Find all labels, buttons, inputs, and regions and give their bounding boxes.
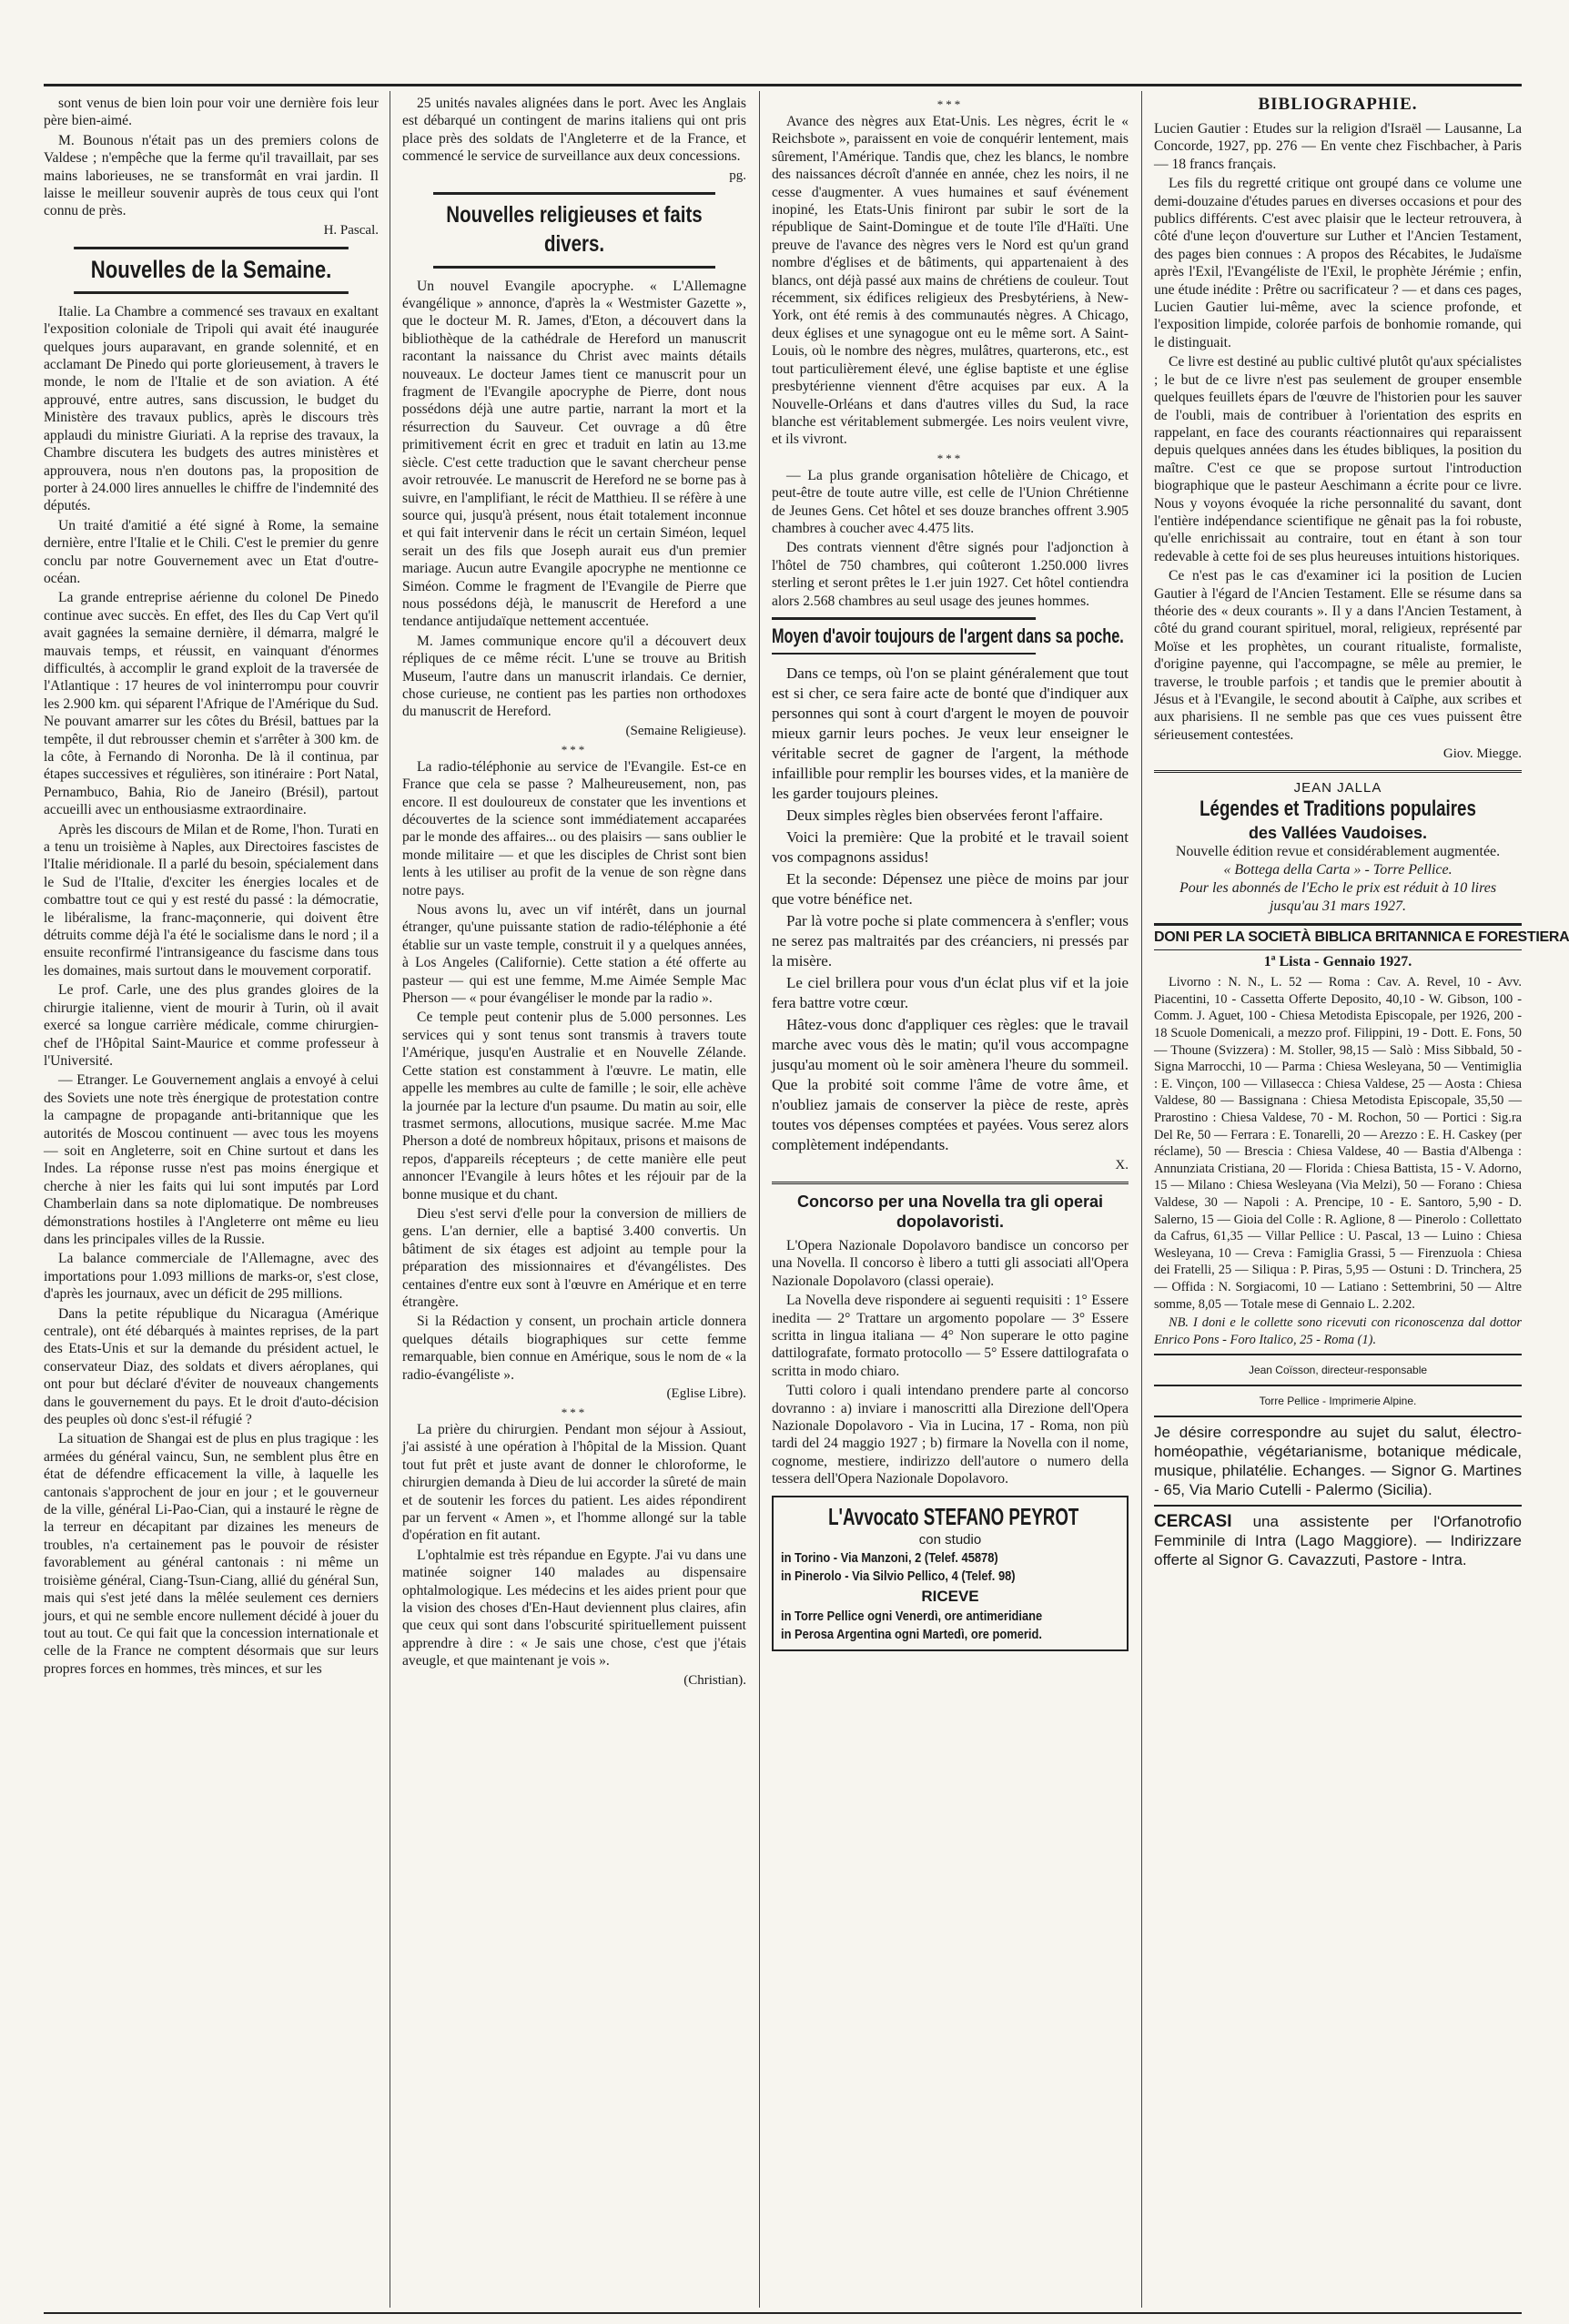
column-3 xyxy=(772,95,1129,2302)
separator-stars: *** xyxy=(936,97,964,111)
column-divider xyxy=(759,91,760,2308)
paragraph: — Etranger. Le Gouvernement anglais a envoyé à celui des Soviets une note très énergique de protestation contre la campagne de propagande anti-britannique que les autorités de Moscou continuent — avec tous les moyens — soit en Angleterre, soit en Chine surtout et dans les Indes. La réponse russe n'est pas moins énergique et cherche à nier les faits qui lui sont imputés par Lord Chamberlain dans sa note diplomatique. De nombreuses démonstrations hostiles à l'Angleterre ont même eu lieu dans les principales villes de la Russie. xyxy=(44,1072,379,1247)
paragraph: Ce n'est pas le cas d'examiner ici la position de Lucien Gautier à l'égard de l'Ancien Testament. Elle se résume dans sa théorie des « deux courants ». Il y a dans l'Ancien Testament, à côté du grand courant spirituel, moral, religieux, représenté par Moïse et les prophètes, un courant ritualiste, formaliste, d'origine payenne, qui l'accompagne, se mêle au premier, le traverse, le trouble parfois ; et tandis que le premier aboutit à Jésus et à l'Evangile, le second aboutit à Caïphe, aux scribes et aux pharisiens. Il ne semble pas que ces vues puissent être sérieusement contestées. xyxy=(1154,568,1522,743)
paragraph: Dieu s'est servi d'elle pour la conversion de milliers de gens. L'an dernier, elle a baptisé 3.400 convertis. Un bâtiment de six étages est adjoint au temple pour la préparation des missionnaires et d'évangélistes. Des centaines d'entre eux sont à l'œuvre en Amérique et en terre étrangère. xyxy=(402,1205,746,1310)
advert-cercasi xyxy=(1154,1512,1522,1569)
paragraph: Tutti coloro i quali intendano prendere parte al concorso dovranno : a) inviare i manoscritti alla Direzione dell'Opera Nazionale Dopolavoro - Via in Lucina, 17 - Roma, non più tardi del 24 maggio 1927 ; b) firmare la Novella con il nome, cognome, mestiere, indirizzo dell'autore o numero della tessera dell'Opera Nazionale Dopolavoro. xyxy=(772,1383,1129,1487)
separator-stars: *** xyxy=(561,742,588,756)
paragraph: — La plus grande organisation hôtelière de Chicago, et peut-être de toute autre ville, est celle de l'Union Chrétienne de Jeunes Gens. Cet hôtel et ses douze branches offrent 3.905 chambres à coucher avec 4.475 lits. xyxy=(772,467,1129,536)
advert-line: in Pinerolo - Via Silvio Pellico, 4 (Telef. 98) xyxy=(781,1568,1016,1584)
column-divider xyxy=(1141,91,1142,2308)
paragraph: Livorno : N. N., L. 52 — Roma : Cav. A. Revel, 10 - Avv. Piacentini, 10 - Cassetta Offerte Deposito, 40,10 - W. Gibson, 100 - Comm. J. Aguet, 100 - Chiesa Metodista Episcopale, per 1926, 200 - 18 Scuole Domenicali, a mezzo prof. Filippini, 19 - Dott. E. Fons, 50 — Thoune (Svizzera) : M. Stoller, 98,15 — Salò : Miss Sibbald, 50 - Signa Marrocchi, 10 — Parma : Chiesa Wesleyana, 50 — Ventimiglia : E. Vinçon, 100 — Villasecca : Chiesa Valdese, 25 — Aosta : Chiesa Valdese, 80 — Bassignana : Chiesa Metodista Episcopale, 35,50 — Prarostino : Chiesa Valdese, 70 - M. Rochon, 50 — Portici : Sig.ra Del Re, 50 — Ferrara : E. Tonarelli, 20 — Arezzo : E. H. Caskey (per réclame), 50 — Brescia : Chiesa Valdese, 40 — Bastia d'Albenga : Annunziata Cristiana, 20 — Florida : Chiesa Battista, 15 - V. Adorno, 15 — Milano : Chiesa Wesleyana (Via Melzi), 50 — Forano : Chiesa Valdese, 30 — Napoli : A. Prencipe, 10 - E. Santoro, 5,90 - D. Salerno, 15 — Gioia del Colle : R. Aglione, 8 — Pinerolo : Collettato da Cafrus, 61,35 — Villar Pellice : U. Pascal, 13 — Luino : Chiesa Wesleyana, 10 — Creva : Famiglia Grassi, 5 — Firenzuola : Chiesa dei Fratelli, 25 — Siliqua : P. Piras, 5,95 — Ostuni : D. Trinchera, 25 — Offida : N. Sorgiacomi, 10 — Latiano : Settembrini, 50 — Altre somme, 8,05 — Totale mese di Gennaio L. 2.202. xyxy=(1154,975,1522,1312)
paragraph: La grande entreprise aérienne du colonel De Pinedo continue avec succès. En effet, des Iles du Cap Vert qu'il avait gagnées la semaine dernière, il démarra, malgré le mauvais temps, et réussit, en vainquant d'énormes difficultés, à accomplir le grand exploit de la traversée de l'Atlantique : 17 heures de vol ininterrompu pour couvrir les 2.900 km. qui séparent l'Afrique de l'Amérique du Sud. Ne pouvant amarrer sur les côtes du Brésil, battues par la tempête, il dut rebrousser chemin et s'arrêter à 300 km. de la côte, à Fernando di Noronha. De là il continua, par étapes successives et régulières, son itinéraire : Port Natal, Pernambuco, Bahia, Rio de Janeiro (Brésil), partout accueilli avec un enthousiasme extraordinaire. xyxy=(44,590,379,818)
paragraph: L'Opera Nazionale Dopolavoro bandisce un concorso per una Novella. Il concorso è libero a tutti gli associati all'Opera Nazionale Dopolavoro (classi operaie). xyxy=(772,1237,1129,1289)
source-credit: (Semaine Religieuse). xyxy=(625,723,746,738)
paragraph: Hâtez-vous donc d'appliquer ces règles: que le travail marche avec vous dès le matin; qu'il vous accompagne jusqu'au moment où le soir amènera l'heure du sommeil. Que la probité soit comme l'âme de votre âme, et n'oubliez jamais de conserver la pièce de reste, après toutes vos dépenses comptées et payées. Vous serez alors complètement indépendants. xyxy=(772,1015,1129,1153)
paragraph: sont venus de bien loin pour voir une dernière fois leur père bien-aimé. xyxy=(44,96,379,129)
paragraph: Ce temple peut contenir plus de 5.000 personnes. Les services qui y sont tenus sont transmis à travers toute l'Amérique, jusqu'en Australie et en Nouvelle Zélande. Cette station est constamment à l'œuvre. Le matin, elle appelle les membres au culte de famille ; le soir, elle achève la journée par la lecture d'un psaume. Du matin au soir, elle trasmet sermons, allocutions, musique sacrée. M.me Mac Pherson a doté de nombreux hôpitaux, prisons et maisons de repos, d'appareils récepteurs ; de cette manière elle peut annoncer l'Evangile à leurs hôtes et les réjouir par de la bonne musique et du chant. xyxy=(402,1010,746,1203)
advert-line: « Bottega della Carta » - Torre Pellice. xyxy=(1223,862,1453,878)
divider xyxy=(1154,1416,1522,1417)
imprint-director: Jean Coïsson, directeur-responsable xyxy=(1248,1364,1428,1377)
paragraph: La Novella deve rispondere ai seguenti requisiti : 1° Essere inedita — 2° Trattare un argomento popolare — 3° Essere scritta in lingua italiana — 4° Non superare le otto pagine dattilografate, formato protocollo — 5° Essere dattilografata o scritta in modo chiaro. xyxy=(772,1293,1129,1379)
paragraph: La situation de Shangai est de plus en plus tragique : les armées du général vaincu, Sun, ne semblent plus être en état de défendre efficacement la ville, à laquelle les cantonais s'approchent de jour en jour ; et le gouverneur de la ville, général Li-Pao-Cian, qui a instauré le règne de la terreur en décapitant par dizaines les meneurs de troubles, n'a certainement pas le pouvoir de résister favorablement au général cantonais : ni même un troisième général, Ciang-Tsun-Ciang, allié du général Sun, mais qui s'est jeté dans la mêlée seulement ces derniers jours, et qui ne semble encore nullement décidé à jouer du tout au tout. Ce qui fait que la concession internationale et celle de la France ne comptent désormais que sur leurs propres forces en hommes, très minces, et sur les xyxy=(44,1431,379,1677)
column-4 xyxy=(1154,95,1569,2302)
paragraph: M. Bounous n'était pas un des premiers colons de Valdese ; n'empêche que la ferme qu'il travaillait, par ses mains laborieuses, ne se transformât en vrai jardin. Il laisse le meilleur souvenir auprès de tous ceux qui l'ont connu de près. xyxy=(44,132,379,219)
advert-riceve: RICEVE xyxy=(921,1587,979,1605)
paragraph: Un traité d'amitié a été signé à Rome, la semaine dernière, entre l'Italie et le Chili. C'est le premier du genre conclu par notre Gouvernement avec un Etat d'outre-océan. xyxy=(44,517,379,586)
heading-doni: DONI PER LA SOCIETÀ BIBLICA BRITANNICA E FORESTIERA xyxy=(1154,923,1522,950)
advert-keyword: CERCASI xyxy=(1154,1512,1232,1532)
advert-jalla xyxy=(1154,780,1522,916)
advert-line: in Torino - Via Manzoni, 2 (Telef. 45878) xyxy=(781,1549,998,1566)
separator-stars: *** xyxy=(561,1406,588,1419)
paragraph: Italie. La Chambre a commencé ses travaux en exaltant l'exposition coloniale de Tripoli qui avait été inaugurée quelques jours auparavant, en grande solennité, et en acclamant De Pinedo qui porte glorieusement, à travers le monde, le nom de l'Italie et de son aviation. A été approuvé, entre autres, sans discussion, le budget du Ministère des travaux publics, après le discours très applaudi du ministre Giuriati. A la reprise des travaux, la Chambre discutera les budgets des autres ministères et approuvera, nous n'en doutons pas, la proposition de porter à 24.000 lires annuelles le chiffre de l'indemnité des députés. xyxy=(44,303,379,514)
paragraph: Le prof. Carle, une des plus grandes gloires de la chirurgie italienne, vient de mourir à Turin, où il avait exercé sa longue carrière médicale, comme chirurgien-chef de l'Hôpital Saint-Maurice et comme professeur à l'Université. xyxy=(44,982,379,1069)
paragraph: La radio-téléphonie au service de l'Evangile. Est-ce en France que cela se passe ? Malheureusement, non, pas encore. Il est douloureux de constater que les inventions et découvertes de la science sont immédiatement accaparées par le monde des affaires... ou des plaisirs — sans oublier le monde militaire — et que les disciples de Christ sont bien lents à les utiliser au profit de la venue de son règne dans notre pays. xyxy=(402,758,746,898)
source-credit: (Eglise Libre). xyxy=(666,1386,746,1401)
signature: X. xyxy=(1115,1157,1129,1172)
doni-list xyxy=(1154,974,1522,1348)
divider xyxy=(1154,1354,1522,1355)
paragraph: Si la Rédaction y consent, un prochain article donnera quelques détails biographiques sur cette femme remarquable, bien connue en Amérique, sous le nom de « la radio-évangéliste ». xyxy=(402,1314,746,1383)
signature: Giov. Miegge. xyxy=(1442,746,1522,762)
heading-bibliographie: BIBLIOGRAPHIE. xyxy=(1258,95,1418,114)
advert-line: in Torre Pellice ogni Venerdì, ore antimeridiane xyxy=(781,1608,1043,1624)
advert-text: una assistente per l'Orfanotrofio Femminile di Intra (Lago Maggiore). — Indirizzare offerte al Signor G. Cavazzuti, Pastore - Intra. xyxy=(1154,1513,1522,1569)
advert-line: in Perosa Argentina ogni Martedì, ore pomerid. xyxy=(781,1626,1042,1642)
advert-line: Nouvelle édition revue et considérablement augmentée. xyxy=(1175,844,1501,860)
paragraph: Voici la première: Que la probité et le travail soient vos compagnons assidus! xyxy=(772,827,1129,866)
paragraph: Un nouvel Evangile apocryphe. « L'Allemagne évangélique » annonce, d'après la « Westmister Gazette », que le docteur M. R. James, d'Eton, a découvert dans la bibliothèque de la cathédrale de Hereford un manuscrit racontant la naissance du Christ avec maints détails nouveaux. Le docteur James tient ce manuscrit pour un fragment de l'Evangile apocryphe de Pierre, dont nous possédons déjà une autre partie, narrant la mort et la résurrection du Sauveur. Cet ouvrage a dû être primitivement écrit en grec et traduit en latin au 13.me siècle. C'est cette traduction que le savant chercheur pense avoir retrouvée. Le manuscrit de Hereford ne se borne pas à suivre, en l'amplifiant, le récit de Matthieu. Il se réfère à une source qui, jusqu'à présent, nous était totalement inconnue et qui fait intervenir dans le récit un certain Siméon, lequel serait un des fils que Joseph aurait eus d'un premier mariage. Aucun autre Evangile apocryphe ne mentionne ce Siméon. Comme le fragment de l'Evangile de Pierre que nous possédons déjà, le manuscrit de Hereford a une tendance antijudaïque nettement accentuée. xyxy=(402,278,746,630)
advert-peyrot xyxy=(772,1496,1129,1651)
bottom-rule xyxy=(44,2312,1522,2314)
advert-title: Légendes et Traditions populaires xyxy=(1200,797,1476,822)
divider xyxy=(1154,770,1522,773)
heading-concorso: Concorso per una Novella tra gli operai dopolavoristi. xyxy=(796,1192,1104,1231)
signature: pg. xyxy=(729,167,746,183)
divider xyxy=(1154,1385,1522,1386)
paragraph: 25 unités navales alignées dans le port. Avec les Anglais est débarqué un contingent de marins italiens qui ont pris place près des soldats de l'Angleterre et de la France, et commencé le service de surveillance aux deux concessions. xyxy=(402,96,746,165)
divider xyxy=(1154,1505,1522,1507)
imprint-printer: Torre Pellice - Imprimerie Alpine. xyxy=(1259,1395,1417,1408)
article-moyen-argent xyxy=(772,664,1129,1174)
paragraph: Dans la petite république du Nicaragua (Amérique centrale), ont été débarqués à maintes reprises, de la part des Etats-Unis et sur la demande du président actuel, le conservateur Diaz, des soldats et divers aéroplanes, qui ont pour but déclaré d'éviter de nouveaux changements dans le gouvernement du pays. Et le droit d'auto-décision des peuples où donc s'est-il réfugié ? xyxy=(44,1305,379,1428)
source-credit: (Christian). xyxy=(683,1672,746,1688)
advert-author: JEAN JALLA xyxy=(1293,780,1382,797)
book-reference: Lucien Gautier : Etudes sur la religion d'Israël — Lausanne, La Concorde, 1927, pp. 276 — En vente chez Fischbacher, à Paris — 18 francs français. xyxy=(1154,121,1522,172)
paragraph: Dans ce temps, où l'on se plaint généralement que tout est si cher, ce sera faire acte de bonté que d'indiquer aux personnes qui sont à court d'argent le moyen de pouvoir mieux garnir leurs poches. Je veux leur enseigner le véritable secret de gagner de l'argent, la méthode infaillible pour remplir les bourses vides, et la manière de les garder toujours pleines. xyxy=(772,664,1129,802)
advert-title: L'Avvocato STEFANO PEYROT xyxy=(828,1502,1079,1530)
signature: H. Pascal. xyxy=(323,222,379,238)
paragraph: Deux simples règles bien observées feront l'affaire. xyxy=(786,806,1103,824)
advert-martines: Je désire correspondre au sujet du salut, électro-homéopathie, végétarianisme, botanique médicale, musique, philatélie. Echanges. — Signor G. Martines - 65, Via Mario Cutelli - Palermo (Sicilia). xyxy=(1154,1424,1522,1499)
divider xyxy=(772,1182,1129,1184)
paragraph: La prière du chirurgien. Pendant mon séjour à Assiout, j'ai assisté à une opération à l'hôpital de la Mission. Quant tout fut prêt et juste avant de donner le chloroforme, le chirurgien demanda à Dieu de lui accorder la sûreté de main et de soutenir les forces du patient. Les aides répondirent par un fervent « Amen », et l'homme allongé sur la table d'opération en fit autant. xyxy=(402,1422,746,1544)
separator-stars: *** xyxy=(936,451,964,465)
column-1 xyxy=(44,95,379,2302)
section-heading-nouvelles-religieuses: Nouvelles religieuses et faits divers. xyxy=(433,192,715,269)
paragraph: Des contrats viennent d'être signés pour l'adjonction à l'hôtel de 750 chambres, qui coûteront 1.250.000 livres sterling et seront prêtes le 1.er juin 1927. Cet hôtel contiendra alors 2.568 chambres au seul usage des jeunes hommes. xyxy=(772,540,1129,609)
doni-subtitle: 1ª Lista - Gennaio 1927. xyxy=(1263,954,1412,970)
paragraph: Et la seconde: Dépensez une pièce de moins par jour que votre bénéfice net. xyxy=(772,869,1129,908)
paragraph: Ce livre est destiné au public cultivé plutôt qu'aux spécialistes ; le but de ce livre n'est pas seulement de grouper ensemble quelques feuillets épars de l'œuvre de l'historien pour les sauver de l'oubli, mais de contribuer à l'orientation des esprits en rappelant, en face des courants réactionnaires qui reparaissent depuis quelques années dans les études bibliques, la position du maître. C'est ce que se propose surtout l'introduction biographique que le pasteur Aeschimann a écrite pour ce livre. Nous y voyons évoquée la riche personnalité du savant, dont l'entière indépendance scientifique ne gênait pas la foi robuste, qu'elle enrichissait au contraire, tout en étant à son tour redevable à cette foi de ses plus heureuses intuitions historiques. xyxy=(1154,354,1522,564)
paragraph: Les fils du regretté critique ont groupé dans ce volume une demi-douzaine d'études parues en diverses occasions et pour des publics différents. C'est avec plaisir que le lecteur retrouvera, à côté d'une leçon d'ouverture sur Luther et l'Ancien Testament, des pages bien connues : A propos des Récabites, le Judaïsme après l'Exil, l'Evangéliste de l'Exil, le prophète Jérémie ; enfin, une étude inédite : Prêtre ou sacrificateur ? — et dans ces pages, Lucien Gautier lui-même, avec la science profonde, et l'exposition limpide, colorée parfois de bonhomie romande, qui le distinguait. xyxy=(1154,176,1522,350)
advert-line: Pour les abonnés de l'Echo le prix est réduit à 10 lires jusqu'au 31 mars 1927. xyxy=(1179,880,1497,915)
paragraph: L'ophtalmie est très répandue en Egypte. J'ai vu dans une matinée soigner 140 malades au dispensaire ophtalmologique. Les médecins et les aides prient pour que la vision des choses d'En-Haut deviennent plus claires, afin que ceux qui sont dans l'obscurité spirituellement puissent apprendre à dire : « Je sais une chose, c'est que j'étais aveugle, et que maintenant je vois ». xyxy=(402,1547,746,1669)
advert-subtitle: con studio xyxy=(918,1531,982,1548)
top-rule xyxy=(44,84,1522,86)
column-2 xyxy=(402,95,746,2302)
paragraph: Après les discours de Milan et de Rome, l'hon. Turati en a tenu un troisième à Naples, aux Directoires fascistes de l'Italie méridionale. Il a parlé du besoin, spécialement dans le Sud de l'Italie, d'exciter les énergies locales et de combattre tout ce qui y est resté du passé : la démocratie, le libéralisme, la franc-maçonnerie, qui doivent être détruits comme déjà l'a été le socialisme dans le nord ; il a ensuite reconfirmé l'intransigeance du fascisme dans tous les domaines, mais surtout dans le mouvement corporatif. xyxy=(44,821,379,979)
paragraph: Avance des nègres aux Etat-Unis. Les nègres, écrit le « Reichsbote », paraissent en voie de conquérir lentement, mais sûrement, l'Amérique. Tandis que, chez les blancs, le nombre des naissances décroît d'année en année, chez les noirs, il ne cesse d'augmenter. A vues humaines et sauf événement inopiné, les Etats-Unis finiront par subir le sort de la république de Saint-Domingue et de toute l'île d'Haïti. Une preuve de l'avance des nègres vers le Nord est qu'un grand nombre d'églises et de bâtiments, qui appartenaient à des blancs, ont déjà passé aux mains de chrétiens de couleur. Tout récemment, six édifices religieux des Presbytériens, à New-York, ont été remis à des communautés nègres. A Chicago, deux églises et une synagogue ont eu le même sort. A Saint-Louis, où le nombre des nègres, mulâtres, quarterons, etc., est tout particulièrement élevé, une église baptiste et une église presbytérienne viennent d'être acquises par eux. A la Nouvelle-Orléans et dans d'autres villes du Sud, la race blanche est véritablement submergée. Les noirs veulent vivre, et ils vivront. xyxy=(772,114,1129,448)
paragraph: M. James communique encore qu'il a découvert deux répliques de ce même récit. L'une se trouve au British Museum, l'autre dans un manuscrit irlandais. Ce dernier, chose curieuse, ne contient pas les parties non orthodoxes du manuscrit de Hereford. xyxy=(402,633,746,720)
paragraph: Le ciel brillera pour vous d'un éclat plus vif et la joie fera battre votre cœur. xyxy=(772,973,1129,1011)
heading-moyen-argent: Moyen d'avoir toujours de l'argent dans sa poche. xyxy=(772,617,1036,655)
advert-subtitle: des Vallées Vaudoises. xyxy=(1248,824,1428,843)
section-heading-nouvelles-semaine: Nouvelles de la Semaine. xyxy=(74,247,349,294)
paragraph: Nous avons lu, avec un vif intérêt, dans un journal étranger, qu'une puissante station de radio-téléphonie a été établie sur un vaste temple, construit il y a quelques années, à Los Angeles (Californie). Cette station a été offerte au pasteur — qui est une femme, M.me Aimée Semple Mac Pherson — « pour évangéliser le monde par la radio ». xyxy=(402,902,746,1007)
paragraph: Par là votre poche si plate commencera à s'enfler; vous ne serez pas maltraités par des créanciers, ni pressés par la misère. xyxy=(772,911,1129,969)
paragraph: La balance commerciale de l'Allemagne, avec des importations pour 1.093 millions de marks-or, s'est close, d'après les journaux, avec un déficit de 295 millions. xyxy=(44,1251,379,1303)
paragraph: NB. I doni e le collette sono ricevuti con riconoscenza dal dottor Enrico Pons - Foro Italico, 25 - Roma (1). xyxy=(1154,1315,1522,1347)
